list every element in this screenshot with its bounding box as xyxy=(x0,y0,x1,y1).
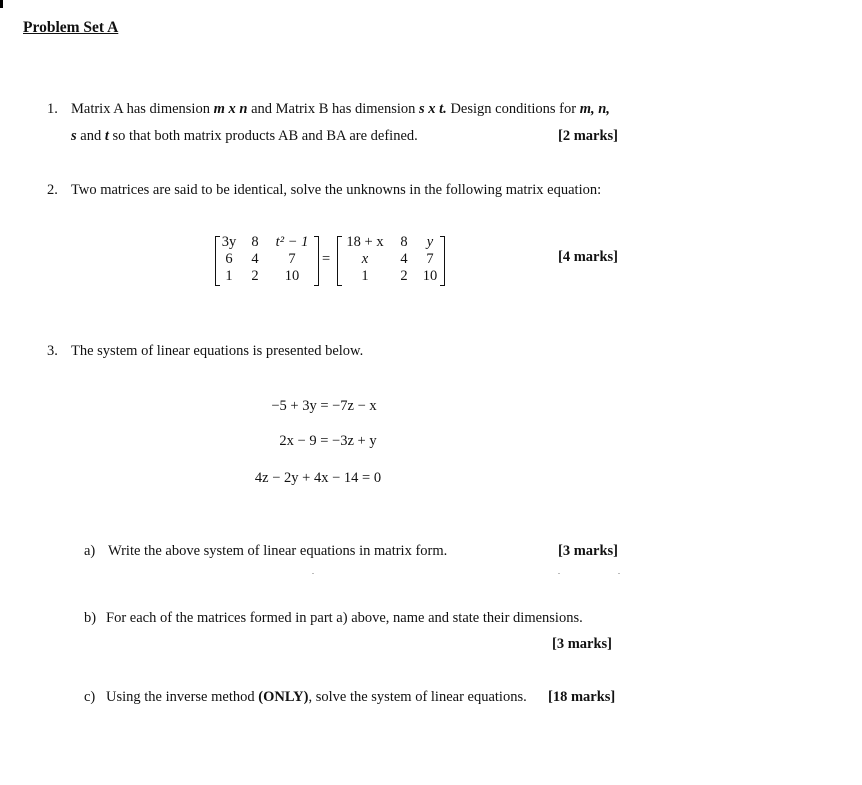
q3a-label: a) xyxy=(84,543,96,559)
q1-vars: m, n, xyxy=(579,101,610,117)
right-matrix-cell: 10 xyxy=(422,268,438,284)
q1-var-s: s xyxy=(71,128,77,144)
q3c-only: (ONLY) xyxy=(258,689,309,705)
left-matrix-cell: 4 xyxy=(251,251,259,267)
left-matrix-cell: 7 xyxy=(288,251,296,267)
q3b-text: For each of the matrices formed in part a) above, name and state their dimensions. xyxy=(106,610,583,626)
left-matrix-right-bracket xyxy=(314,236,319,286)
scan-speck xyxy=(558,573,560,574)
q1-text-2: and Matrix B has dimension xyxy=(247,101,420,117)
left-matrix-cell: 6 xyxy=(225,251,233,267)
q2-number: 2. xyxy=(47,182,58,198)
q1-var-t: t xyxy=(104,128,109,144)
equation-3: 4z − 2y + 4x − 14 = 0 xyxy=(254,470,382,486)
left-matrix-cell: 10 xyxy=(284,268,300,284)
q3c-text xyxy=(106,689,527,706)
equation-1: −5 + 3y = −7z − x xyxy=(271,398,377,414)
left-matrix-cell: 8 xyxy=(251,234,259,250)
q1-dim-a: m x n xyxy=(213,101,248,117)
right-matrix-cell: y xyxy=(426,234,434,250)
page-title: Problem Set A xyxy=(23,19,119,36)
left-matrix-cell: 1 xyxy=(225,268,233,284)
q1-and: and xyxy=(76,128,105,144)
right-matrix-cell: 7 xyxy=(426,251,434,267)
q1-text-4: so that both matrix products AB and BA are defined. xyxy=(108,128,418,144)
q1-number: 1. xyxy=(47,101,58,117)
left-matrix-cell: 2 xyxy=(251,268,259,284)
q3c-text-post: , solve the system of linear equations. xyxy=(308,689,527,705)
equation-2: 2x − 9 = −3z + y xyxy=(279,433,377,449)
right-matrix-left-bracket xyxy=(337,236,342,286)
right-matrix-cell: 8 xyxy=(400,234,408,250)
q2-marks: [4 marks] xyxy=(558,249,619,265)
q1-line2 xyxy=(71,128,418,145)
q3c-label: c) xyxy=(84,689,96,705)
q2-text: Two matrices are said to be identical, solve the unknowns in the following matrix equation: xyxy=(71,182,602,198)
matrix-equals-sign: = xyxy=(322,251,331,267)
right-matrix-cell: 4 xyxy=(400,251,408,267)
right-matrix-right-bracket xyxy=(440,236,445,286)
q3a-text: Write the above system of linear equations in matrix form. xyxy=(108,543,448,559)
left-matrix-left-bracket xyxy=(215,236,220,286)
q3a-marks: [3 marks] xyxy=(558,543,619,559)
right-matrix-cell: 18 + x xyxy=(346,234,384,250)
q1-text-1: Matrix A has dimension xyxy=(71,101,214,117)
q3c-marks: [18 marks] xyxy=(548,689,616,705)
q3c-text-pre: Using the inverse method xyxy=(106,689,259,705)
scan-speck xyxy=(618,573,620,574)
q1-line1 xyxy=(71,101,610,118)
q3-text: The system of linear equations is presented below. xyxy=(71,343,364,359)
q3b-marks: [3 marks] xyxy=(552,636,613,652)
right-matrix-cell: 1 xyxy=(361,268,369,284)
left-matrix-cell: t² − 1 xyxy=(275,234,309,250)
q1-text-3: Design conditions for xyxy=(446,101,580,117)
q1-dim-b: s x t. xyxy=(419,101,447,117)
right-matrix-cell: 2 xyxy=(400,268,408,284)
q3-number: 3. xyxy=(47,343,58,359)
q1-marks: [2 marks] xyxy=(558,128,619,144)
scan-speck xyxy=(312,573,314,574)
page-corner-mark xyxy=(0,0,3,8)
left-matrix-cell: 3y xyxy=(221,234,237,250)
q3b-label: b) xyxy=(84,610,97,626)
right-matrix-cell: x xyxy=(361,251,369,267)
